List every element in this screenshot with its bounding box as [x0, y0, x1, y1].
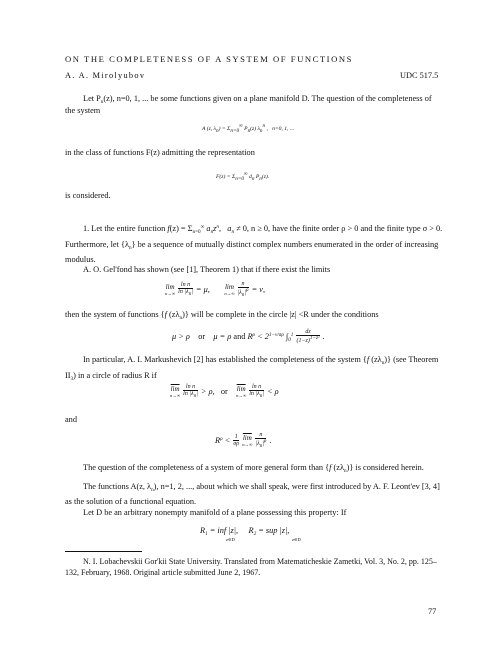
formula-limits: lim n→∞ $\frac{\text{ln n}}{\ln |\lambda n|}$ = μ, lim n→∞ $\frac{n}{|\lambda n|\rho}$ = ν,	[165, 281, 266, 299]
footnote: N. I. Lobachevskii Gor'kii State University. Translated from Matematicheskie Zametki, Vol. 3, No. 2, pp. 125–132, February, 1968. Original article submitted June 2, 1967.	[65, 557, 437, 577]
formula-inf-sup: $R_1$ = inf |z|, $R_2$ = sup |z|, z∈D z∈D	[200, 526, 301, 542]
class-paragraph: in the class of functions F(z) admitting the representation	[65, 148, 255, 157]
formula-radius-bound: $R^\rho$ < $\frac{1}{\sigma\rho}$ $\overline{lim}$ n→∞ $\frac{n}{|\lambda n|\rho}$ .	[215, 432, 272, 450]
gelfond-paragraph: A. O. Gel'fond has shown (see [1], Theorem 1) that if there exist the limits	[83, 265, 331, 274]
and-line: and	[65, 415, 77, 424]
manifold-paragraph: Let D be an arbitrary nonempty manifold of a plane possessing this property: If	[83, 508, 347, 517]
udc-code: UDC 517.5	[400, 71, 439, 80]
markushevich-paragraph: In particular, A. I. Markushevich [2] has established the completeness of the system {f $(z\lambda_n)$} (see Theorem $II_3$) in a circle of radius R if	[65, 355, 439, 382]
considered-line: is considered.	[65, 191, 111, 200]
conditions-paragraph: then the system of functions {f $(z\lambda_n)$} will be complete in the circle |z| <R under the conditions	[65, 310, 379, 321]
formula-markushevich: $\overline{lim}$ n→∞ $\frac{\text{ln n}}{\ln |\lambda n|}$ > ρ, or $\overline{lim}$ n→∞ $\frac{\text{ln n}}{\ln |\lambda n|}$ < ρ	[170, 384, 279, 400]
leontev-paragraph: The functions A(z, $\lambda_n$), n=1, 2, ..., about which we shall speak, were first introduced by A. F. Leont'ev [3, 4] as the solution of a functional equation.	[65, 482, 440, 506]
section-1-paragraph: 1. Let the entire function $f(z) = \Sigma_{n=0}^\infty$ $a_nz^n$, $a_n \ne 0$, n ≥ 0, have the finite order ρ > 0 and the finite type σ > 0. Furthermore, let $\{\lambda_n\}$ be a sequence of mutually distinct complex numbers enumerated in the order of increasing modulus.	[65, 224, 443, 264]
author-name: A. A. Mirolyubov	[65, 71, 146, 80]
footnote-rule	[65, 551, 142, 552]
page-number: 77	[428, 607, 437, 616]
formula-system: A (z, λn) = Σn=0∞ Pn(z) λnn , n=0, 1, ...	[202, 123, 295, 134]
intro-paragraph: Let $P_n(z)$, n=0, 1, ... be some functions given on a plane manifold D. The question of the completeness of the system	[65, 94, 432, 115]
formula-conditions: μ > ρ or μ = ρ and $R^\rho < 2^{1-\nu/\sigma\rho}$ $\int_0^1$ $\frac{dz}{\text{(1−z)1−z²}}$ .	[172, 329, 325, 345]
general-form-paragraph: The question of the completeness of a system of more general form than {f $(z\lambda_n)$} is considered herein.	[83, 463, 424, 474]
formula-representation: F(z) = Σn=0∞ dn Pn(z).	[216, 171, 270, 182]
paper-title: ON THE COMPLETENESS OF A SYSTEM OF FUNCTIONS	[65, 54, 353, 64]
